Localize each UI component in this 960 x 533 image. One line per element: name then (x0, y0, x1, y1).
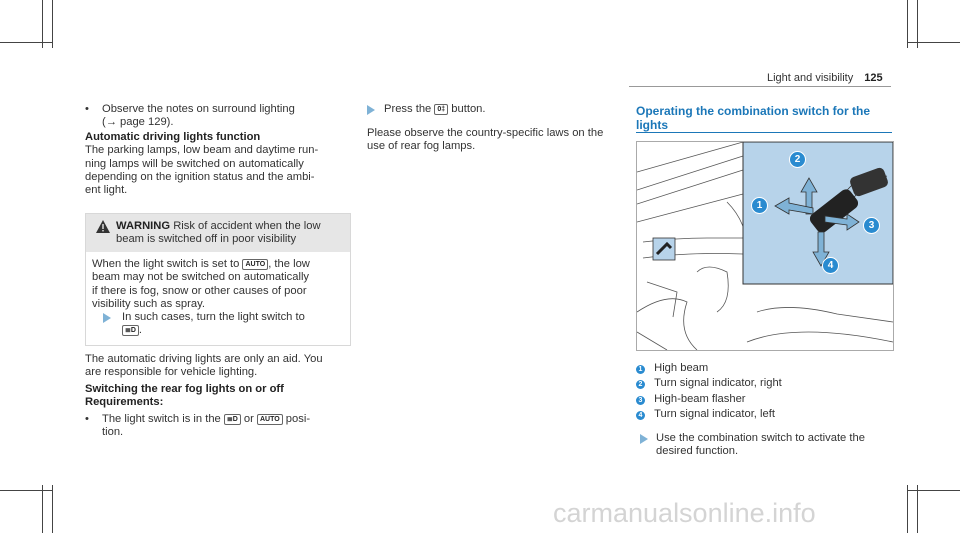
callout-2-icon: 2 (789, 151, 806, 168)
crop-mark (917, 485, 918, 533)
left-column (85, 103, 355, 198)
watermark: carmanualsonline.info (553, 498, 816, 528)
warning-box (85, 213, 351, 346)
warning-body (92, 258, 344, 312)
left-column-lower (85, 353, 355, 439)
warning-head-text: Risk of accident when the low (173, 220, 321, 232)
page-reference-link[interactable]: (→ page 129). (102, 116, 174, 129)
press-instruction (384, 103, 486, 116)
rear-fog-button-icon: 0‡ (434, 104, 448, 115)
list-text: tion. (102, 426, 124, 439)
requirements-label: Requirements: (85, 396, 164, 409)
action-arrow-icon (103, 313, 111, 323)
subheading: Switching the rear fog lights on or off (85, 382, 284, 395)
warning-text: if there is fog, snow or other causes of poor (92, 284, 307, 297)
crop-mark (52, 485, 53, 533)
warning-body-line (92, 258, 344, 271)
legend-text: High beam (654, 362, 709, 374)
warning-text: , the low (268, 258, 310, 270)
action-text: Use the combination switch to activate the (656, 432, 865, 444)
action-text: In such cases, turn the light switch to (122, 311, 305, 323)
list-text: The light switch is in the (102, 412, 221, 425)
crop-mark (907, 490, 960, 491)
warning-text: visibility such as spray. (92, 298, 205, 311)
body-text: Please observe the country-specific laws on the (367, 127, 604, 139)
body-text: The parking lamps, low beam and daytime run- (85, 144, 319, 157)
callout-4-icon: 4 (822, 257, 839, 274)
warning-heading (116, 220, 346, 247)
body-text: The automatic driving lights are only an aid. You (85, 353, 323, 365)
running-header (767, 72, 883, 85)
legend-number-icon: 1 (636, 365, 645, 374)
action-arrow-icon (640, 434, 648, 444)
middle-note (367, 127, 617, 154)
warning-action: In such cases, turn the light switch to ≣D . (122, 311, 342, 338)
legend-item (636, 377, 892, 390)
warning-triangle-icon (96, 220, 110, 233)
combination-switch-illustration (636, 141, 894, 351)
low-beam-icon: ≣D (122, 325, 139, 336)
auto-light-icon: AUTO (257, 414, 283, 425)
legend-text: High-beam flasher (654, 392, 746, 405)
list-text: Observe the notes on surround lighting (102, 103, 295, 115)
legend-text: Turn signal indicator, left (654, 408, 775, 421)
right-action (656, 432, 892, 459)
section-title (636, 104, 892, 132)
crop-mark (907, 485, 908, 533)
legend-item (636, 408, 892, 421)
figure-legend (636, 362, 892, 422)
section-rule (636, 132, 892, 133)
crop-mark (42, 0, 43, 48)
callout-3-icon: 3 (863, 217, 880, 234)
bullet-icon: • (85, 412, 89, 425)
page-number: 125 (864, 72, 883, 84)
action-text: desired function. (656, 445, 739, 458)
legend-text: Turn signal indicator, right (654, 377, 782, 390)
list-text: posi- (285, 412, 311, 425)
section-name: Light and visibility (767, 72, 854, 84)
legend-number-icon: 2 (636, 380, 645, 389)
body-text: ent light. (85, 184, 128, 197)
legend-number-icon: 3 (636, 396, 645, 405)
action-text: button. (451, 103, 486, 115)
warning-text: When the light switch is set to (92, 258, 240, 270)
legend-number-icon: 4 (636, 411, 645, 420)
crop-mark (917, 0, 918, 48)
low-beam-icon: ≣D (224, 414, 241, 425)
warning-head-text: beam is switched off in poor visibility (116, 233, 297, 246)
warning-text: beam may not be switched on automatically (92, 271, 310, 284)
section-title-line: lights (636, 118, 668, 132)
crop-mark (0, 490, 52, 491)
legend-item (636, 362, 892, 375)
action-text: Press the (384, 103, 432, 115)
crop-mark (42, 485, 43, 533)
list-item (85, 103, 355, 130)
callout-1-icon: 1 (751, 197, 768, 214)
action-arrow-icon (367, 105, 375, 115)
header-rule (629, 86, 891, 87)
dashboard-drawing (637, 142, 893, 350)
crop-mark (907, 42, 960, 43)
bullet-icon: • (85, 103, 89, 115)
body-text: depending on the ignition status and the ambi- (85, 171, 315, 184)
body-text: are responsible for vehicle lighting. (85, 366, 258, 379)
legend-item (636, 393, 892, 406)
list-text: or (243, 412, 254, 425)
crop-mark (52, 0, 53, 48)
warning-label: WARNING (116, 220, 171, 232)
body-text: ning lamps will be switched on automatically (85, 157, 304, 170)
auto-light-icon: AUTO (242, 259, 268, 270)
body-text: use of rear fog lamps. (367, 140, 476, 153)
crop-mark (0, 42, 52, 43)
list-item (85, 413, 355, 440)
crop-mark (907, 0, 908, 48)
section-title-line: Operating the combination switch for the (636, 104, 871, 118)
subheading: Automatic driving lights function (85, 130, 261, 143)
